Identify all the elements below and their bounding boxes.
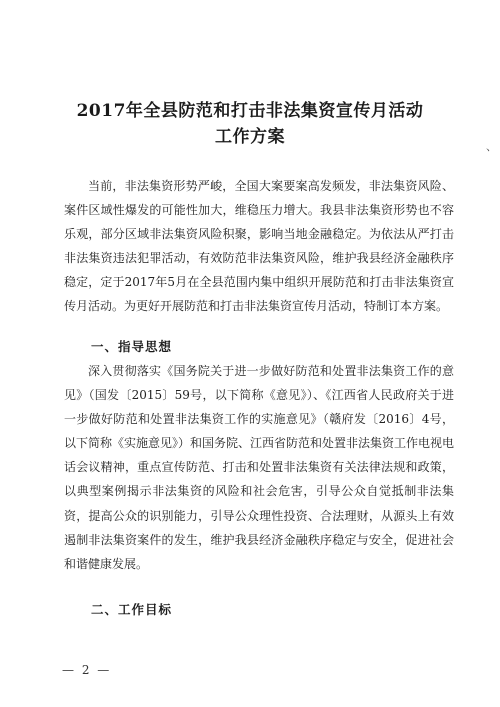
- page-number: — 2 —: [62, 663, 112, 677]
- document-title-line-1: 2017年全县防范和打击非法集资宣传月活动: [76, 101, 424, 121]
- document-title-line-2: 工作方案: [215, 127, 285, 147]
- margin-mark: 、: [486, 140, 497, 153]
- guiding-ideology-paragraph: 深入贯彻落实《国务院关于进一步做好防范和处置非法集资工作的意见》（国发〔2015〕59号，以下简称《意见》）、《江西省人民政府关于进一步做好防范和处置非法集资工作的实施意见》（赣府发〔2016〕4号，以下简称《实施意见》）和国务院、江西省防范和处置非法集资工作电视电话会议精神，重点宣传防范、打击和处置非法集资有关法律法规和政策，以典型案例揭示非法集资的风险和社会危害，引导公众自觉抵制非法集资，提高公众的识别能力，引导公众理性投资、合法理财，从源头上有效遏制非法集资案件的发生，维护我县经济金融秩序稳定与安全，促进社会和谐健康发展。: [64, 364, 455, 571]
- section-heading-guiding-ideology: 一、指导思想: [91, 339, 173, 354]
- intro-paragraph: 当前，非法集资形势严峻，全国大案要案高发频发，非法集资风险、案件区域性爆发的可能性加大，维稳压力增大。我县非法集资形势也不容乐观，部分区域非法集资风险积聚，影响当地金融稳定。为依法从严打击非法集资违法犯罪活动，有效防范非法集资风险，维护我县经济金融秩序稳定，定于2017年5月在全县范围内集中组织开展防范和打击非法集资宣传月活动。为更好开展防范和打击非法集资宣传月活动，特制订本方案。: [64, 179, 454, 314]
- section-heading-work-goals: 二、工作目标: [91, 602, 173, 617]
